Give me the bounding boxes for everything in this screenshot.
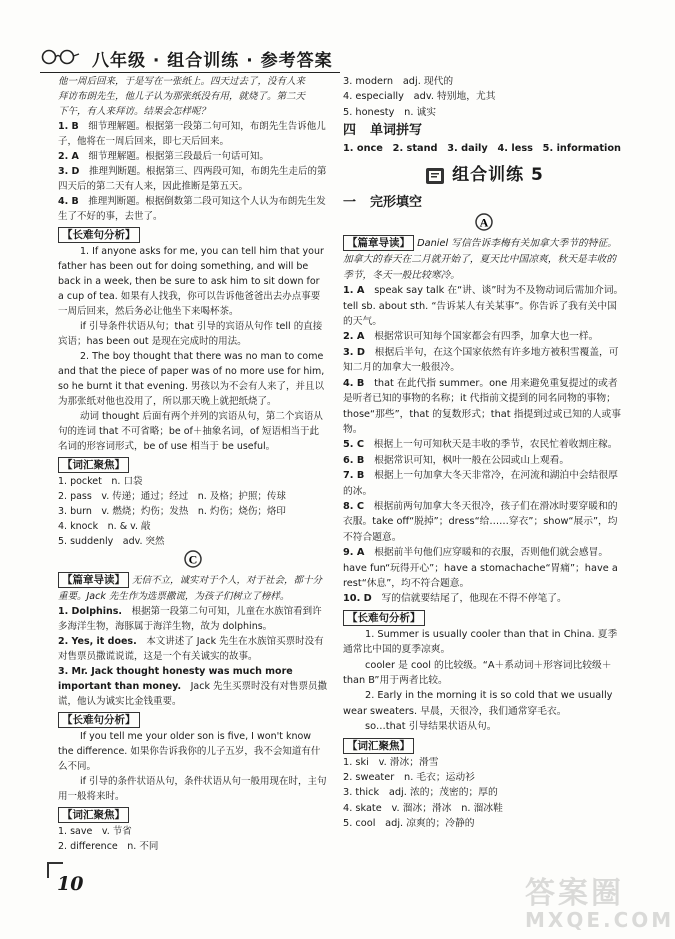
answer-key: 8. C [343,500,365,512]
section-label: 【篇章导读】 [58,572,129,588]
passage-marker-icon [472,212,496,232]
answer-key: 1. A [343,285,365,297]
section-number: 一 [343,195,357,211]
answer-item [343,453,625,468]
answer-key: 3. D [343,346,365,358]
answer-item [58,164,328,194]
watermark-logo [525,868,675,938]
answer-text: 根据上一句可知秋天是丰收的季节，农民忙着收割庄稼。 [373,439,618,451]
answer-key: 3. Mr. Jack thought honesty was much more important than money. [58,666,293,692]
answer-key: 3. D [58,166,80,177]
answer-text: 细节理解题。根据第三段最后一句话可知。 [88,151,269,162]
vocab-item: 3. modern adj. 现代的 [343,76,454,87]
section-heading [343,195,625,210]
section-label: 【词汇聚焦】 [58,457,129,473]
section-label: 【长难句分析】 [343,610,425,626]
answer-text: 根据第一段第二句可知，儿童在水族馆看到许多海洋生物，海豚属于海洋生物，故为 dolphins。 [58,606,322,632]
guide-paragraph [343,232,625,283]
vocab-item: 2. sweater n. 毛衣；运动衫 [343,772,475,784]
long-sentence: 1. Summer is usually cooler than that in China. 夏季通常比中国的夏季凉爽。 [343,628,618,656]
answer-item [343,376,625,438]
long-sentence-note: if 引导的条件状语从句，条件状语从句一般用现在时，主句用一般将来时。 [58,776,327,802]
guide-text: 无信不立，诚实对于个人，对于社会，都十分重要。Jack 先生作为选票撒谎，为孩子们树立了榜样。 [58,575,323,602]
answer-key: 2. Yes, it does. [58,636,137,647]
section-label: 【篇章导读】 [343,235,414,251]
long-sentence: 2. Early in the morning it is so cold that we usually wear sweaters. 早晨，天很冷，我们通常穿毛衣。 [343,690,613,717]
vocab-item: 4. knock n. & v. 敲 [58,521,151,532]
section-title: 单词拼写 [370,123,423,139]
page-header [40,46,340,70]
unit-banner [343,160,625,192]
intro-line: 他一周后回来，于是写在一张纸上。四天过去了，没有人来 [58,76,306,87]
vocab-item: 2. pass v. 传递；通过；经过 n. 及格；护照；传球 [58,491,286,502]
answer-text: 根据前两句加拿大冬天很冷，孩子们在滑冰时要穿暖和的衣服。take off“脱掉”；dress“给……穿衣”；show“展示”，均不符合题意。 [343,500,618,543]
watermark-url: MXQE.COM [525,908,675,932]
answer-key: 2. A [343,331,365,343]
vocab-item: 1. pocket n. 口袋 [58,476,143,487]
passage-marker [343,212,625,232]
long-sentence-note: if 引导条件状语从句；that 引导的宾语从句作 tell 的直接宾语；has been out 是现在完成时的用法。 [58,321,323,347]
answer-text: speak say talk 在“讲、谈”时为不及物动词后需加介词。tell sb. about sth. “告诉某人有关某事”。你告诉了我有关中国的天气。 [343,285,624,328]
right-column [343,74,625,832]
spelling-answers: 1. once 2. stand 3. daily 4. less 5. information [343,142,621,154]
answer-item [58,194,328,224]
answer-key: 1. B [58,121,79,132]
answer-item [343,468,625,499]
vocab-item: 1. save v. 节省 [58,826,132,837]
answer-item [58,149,328,164]
page-number: 10 [57,873,84,895]
glasses-logo-icon [40,49,80,65]
answer-item [58,664,328,709]
answer-text: 根据上一句加拿大冬天非常冷，在河流和湖泊中会结很厚的冰。 [343,470,618,497]
vocab-item: 3. burn v. 燃烧；灼伤；发热 n. 灼伤；烧伤；烙印 [58,506,286,517]
answer-text: 推理判断题。根据第三、四两段可知，布朗先生走后的第四天后的第二天有人来，因此推断是第五天。 [58,166,327,192]
marker-letter: A [479,215,489,230]
answer-key: 4. B [343,377,365,389]
section-heading [343,123,625,138]
long-sentence-note: cooler 是 cool 的比较级。“A＋系动词＋形容词比较级＋than B”用于两者比较。 [343,659,612,686]
section-label: 【长难句分析】 [58,712,140,728]
left-column [58,74,328,854]
marker-letter: C [188,552,198,567]
watermark-text: 答案圈 [525,876,624,911]
answer-text: 本文讲述了 Jack 先生在水族馆买票时没有对售票员撒谎说谎，这是一个有关诚实的故事。 [58,636,324,662]
section-number: 四 [343,123,357,139]
passage-marker [58,549,328,569]
answer-text: 根据后半句，在这个国家依然有许多地方被积雪覆盖，可知二月的加拿大一般很冷。 [343,346,619,374]
answer-item [343,283,625,329]
vocab-item: 5. honesty n. 诚实 [343,106,437,118]
vocab-item: 3. thick adj. 浓的；茂密的；厚的 [343,787,498,799]
answer-text: 写的信就要结尾了，他现在不得不停笔了。 [381,593,567,605]
section-label: 【长难句分析】 [58,227,140,243]
answer-item [343,591,625,606]
vocab-item: 5. cool adj. 凉爽的；冷静的 [343,818,475,830]
answer-text: Jack 先生买票时没有对售票员撒谎，他认为诚实比金钱重要。 [58,681,327,707]
section-title: 完形填空 [370,195,423,211]
answer-item [343,329,625,344]
intro-line: 下午，有人来拜访。结果会怎样呢？ [58,106,211,117]
answer-key: 2. A [58,151,79,162]
answer-item [58,634,328,664]
answer-item [343,345,625,376]
answer-item [343,545,625,591]
section-label: 【词汇聚焦】 [343,738,414,754]
section-label: 【词汇聚焦】 [58,807,129,823]
answer-item [343,499,625,545]
vocab-item: 4. skate v. 溜冰；滑冰 n. 溜冰鞋 [343,802,503,814]
guide-text: Daniel 写信告诉李梅有关加拿大季节的特征。加拿大的春天在二月就开始了，夏天比中国凉爽，秋天是丰收的季节，冬天一般比较寒冷。 [343,238,618,281]
answer-text: 根据常识可知，枫叶一般在公园或山上观看。 [374,454,570,466]
intro-line: 拜访布朗先生，他儿子认为那张纸没有用，就烧了。第二天 [58,91,306,102]
header-rule [40,72,340,73]
long-sentence: If you tell me your older son is five, I won't know the difference. 如果你告诉我你的儿子五岁，我不会知道有什么不同。 [58,731,321,772]
answer-item [58,604,328,634]
answer-text: 推理判断题。根据倒数第二段可知这个人认为布朗先生发生了不好的事，去世了。 [58,196,326,222]
long-sentence-note: 动词 thought 后面有两个并列的宾语从句，第二个宾语从句的连词 that 不可省略；be of＋抽象名词，of 短语相当于此名词的形容词形式，be of use 相当于 be useful。 [58,411,323,452]
vocab-item: 4. especially adv. 特别地，尤其 [343,91,496,103]
answer-text: that 在此代指 summer。one 用来避免重复提过的或者是听者已知的事物的名称；it 代指前文提到的同名同物的事物；those“那些”，that 的复数形式；that 指提到过或已知的人或事物。 [343,377,621,435]
answer-key: 10. D [343,593,372,605]
answer-key: 4. B [58,196,79,207]
long-sentence: 1. If anyone asks for me, you can tell him that your father has been out for doing something, and will be back in a week, then be sure to ask him to sit down for a cup of tea. 如果有人找我，你可以告诉他爸爸出去办点事要一周后回来，然后务必让他坐下来喝杯茶。 [58,246,324,317]
answer-text: 根据前半句他们应穿暖和的衣服，否则他们就会感冒。have fun“玩得开心”；have a stomachache“胃痛”；have a rest“休息”，均不符合题意。 [343,547,618,589]
passage-marker-icon [181,549,205,569]
long-sentence: 2. The boy thought that there was no man to come and that the piece of paper was of no more use for him, so he burnt it that evening. 男孩以为不会有人来了，并且以为那张纸对他也没用了，所以那天晚上就把纸烧了。 [58,351,325,407]
long-sentence-note: so…that 引导结果状语从句。 [365,721,497,733]
vocab-item: 1. ski v. 滑冰；滑雪 [343,756,439,768]
vocab-item: 5. suddenly adv. 突然 [58,536,165,547]
answer-key: 7. B [343,470,365,482]
unit-banner-title: 组合训练 5 [452,165,544,186]
vocab-item: 2. difference n. 不同 [58,841,159,852]
answer-key: 5. C [343,439,365,451]
answer-text: 根据常识可知每个国家都会有四季，加拿大也一样。 [374,331,599,343]
guide-paragraph [58,569,328,604]
answer-key: 1. Dolphins. [58,606,123,617]
book-icon [424,165,446,187]
header-title: 八年级 · 组合训练 · 参考答案 [92,51,333,71]
answer-item [58,119,328,149]
answer-text: 细节理解题。根据第一段第二句可知，布朗先生告诉他儿子，他将在一周后回来，即七天后回来。 [58,121,326,147]
answer-item [343,437,625,452]
answer-key: 6. B [343,454,365,466]
answer-key: 9. A [343,547,365,559]
